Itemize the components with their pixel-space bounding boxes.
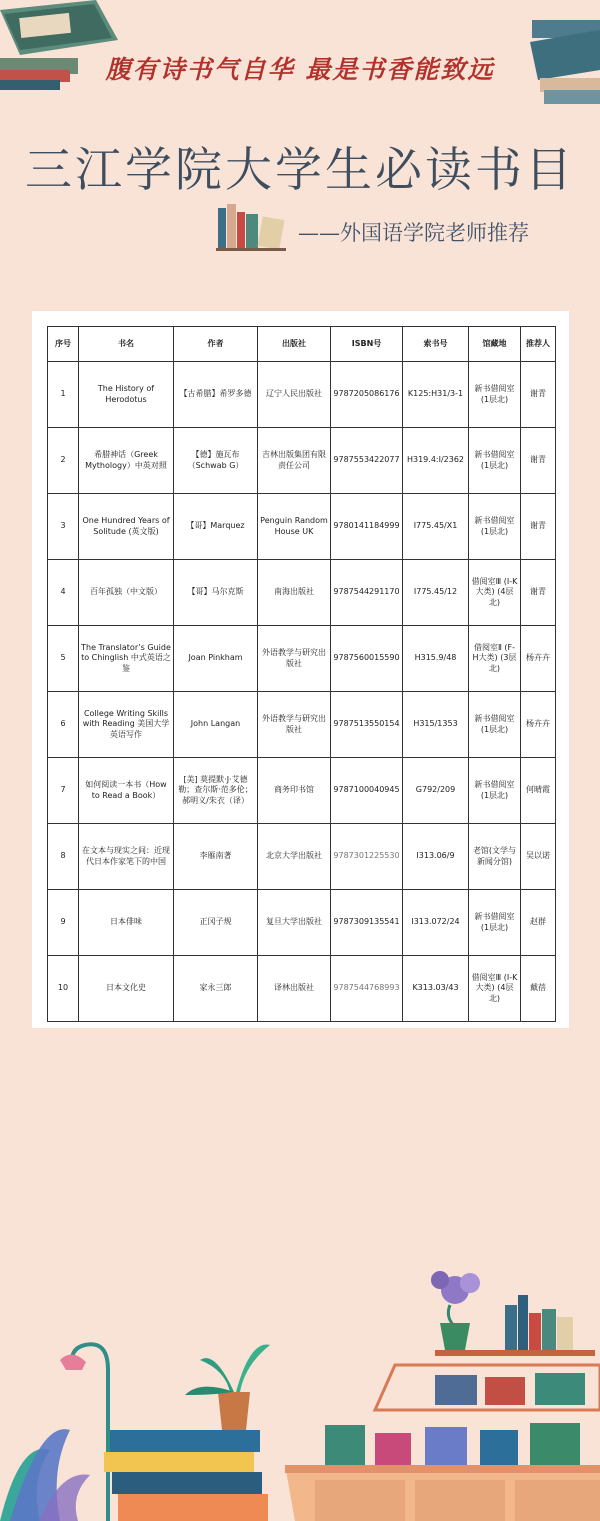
cell-publisher: 外语教学与研究出版社 [258,626,331,692]
cell-isbn: 9787553422077 [331,428,403,494]
cell-author: 【古希腊】希罗多德 [174,362,258,428]
cell-location: 新书借阅室 (1层北) [469,692,521,758]
book-list-card [32,311,569,1028]
table-row [48,494,556,560]
books-icon [216,200,286,252]
cell-isbn: 9787205086176 [331,362,403,428]
cell-publisher: 北京大学出版社 [258,824,331,890]
cell-isbn: 9787100040945 [331,758,403,824]
cell-title: The History of Herodotus [79,362,174,428]
cell-recommender: 戴蓓 [521,956,556,1022]
cell-no: 8 [48,824,79,890]
col-header-call-number: 索书号 [403,327,469,362]
cell-title: The Translator’s Guide to Chinglish 中式英语之鉴 [79,626,174,692]
table-row [48,956,556,1022]
table-row [48,626,556,692]
cell-call-number: G792/209 [403,758,469,824]
cell-call-number: K313.03/43 [403,956,469,1022]
cell-recommender: 谢青 [521,362,556,428]
cell-author: 【德】施瓦布（Schwab G） [174,428,258,494]
cell-no: 10 [48,956,79,1022]
cell-recommender: 赵群 [521,890,556,956]
cell-author: [美] 莫提默·J·艾德勒；查尔斯·范多伦；郝明义/朱衣（译） [174,758,258,824]
cell-call-number: H315.9/48 [403,626,469,692]
cell-author: John Langan [174,692,258,758]
cell-recommender: 杨卉卉 [521,626,556,692]
cell-location: 借阅室Ⅱ (F-H大类) (3层北) [469,626,521,692]
col-header-title: 书名 [79,327,174,362]
cell-no: 7 [48,758,79,824]
cell-title: 日本俳味 [79,890,174,956]
cell-author: 正冈子规 [174,890,258,956]
col-header-no: 序号 [48,327,79,362]
cell-location: 新书借阅室 (1层北) [469,758,521,824]
cell-isbn: 9787544768993 [331,956,403,1022]
slogan: 腹有诗书气自华 最是书香能致远 [105,55,495,84]
desk-lamp-and-books-illustration [0,1300,290,1521]
cell-recommender: 谢青 [521,428,556,494]
cell-location: 老馆(文学与新闻分馆) [469,824,521,890]
cell-publisher: 复旦大学出版社 [258,890,331,956]
cell-call-number: I313.072/24 [403,890,469,956]
cell-author: 【哥】马尔克斯 [174,560,258,626]
col-header-location: 馆藏地 [469,327,521,362]
cell-no: 6 [48,692,79,758]
bookshelf-illustration [285,1265,600,1521]
cell-isbn: 9780141184999 [331,494,403,560]
cell-recommender: 何晴霞 [521,758,556,824]
cell-location: 新书借阅室 (1层北) [469,494,521,560]
table-row [48,428,556,494]
cell-isbn: 9787544291170 [331,560,403,626]
cell-call-number: K125:H31/3-1 [403,362,469,428]
cell-isbn: 9787309135541 [331,890,403,956]
cell-author: 李雁南著 [174,824,258,890]
cell-recommender: 谢青 [521,494,556,560]
cell-title: College Writing Skills with Reading 美国大学英语写作 [79,692,174,758]
col-header-author: 作者 [174,327,258,362]
table-row [48,362,556,428]
cell-publisher: 辽宁人民出版社 [258,362,331,428]
table-header-row [48,327,556,362]
cell-location: 借阅室Ⅲ (I-K大类) (4层北) [469,956,521,1022]
book-list-table [47,326,556,1022]
cell-call-number: I313.06/9 [403,824,469,890]
table-row [48,758,556,824]
cell-no: 5 [48,626,79,692]
cell-recommender: 谢青 [521,560,556,626]
cell-publisher: 外语教学与研究出版社 [258,692,331,758]
cell-no: 2 [48,428,79,494]
table-row [48,824,556,890]
cell-recommender: 杨卉卉 [521,692,556,758]
col-header-isbn: ISBN号 [331,327,403,362]
cell-location: 借阅室Ⅲ (I-K大类) (4层北) [469,560,521,626]
cell-location: 新书借阅室 (1层北) [469,890,521,956]
cell-isbn: 9787301225530 [331,824,403,890]
cell-no: 1 [48,362,79,428]
cell-title: One Hundred Years of Solitude (英文版) [79,494,174,560]
cell-publisher: 译林出版社 [258,956,331,1022]
cell-publisher: 商务印书馆 [258,758,331,824]
cell-isbn: 9787513550154 [331,692,403,758]
cell-title: 在文本与现实之间：近现代日本作家笔下的中国 [79,824,174,890]
col-header-recommender: 推荐人 [521,327,556,362]
cell-no: 9 [48,890,79,956]
cell-isbn: 9787560015590 [331,626,403,692]
cell-call-number: I775.45/X1 [403,494,469,560]
cell-publisher: Penguin Random House UK [258,494,331,560]
cell-call-number: H315/1353 [403,692,469,758]
table-row [48,560,556,626]
cell-location: 新书借阅室 (1层北) [469,428,521,494]
cell-location: 新书借阅室 (1层北) [469,362,521,428]
cell-title: 如何阅读一本书（How to Read a Book） [79,758,174,824]
cell-call-number: I775.45/12 [403,560,469,626]
cell-no: 4 [48,560,79,626]
cell-publisher: 南海出版社 [258,560,331,626]
cell-author: 家永三郎 [174,956,258,1022]
col-header-publisher: 出版社 [258,327,331,362]
subtitle: ——外国语学院老师推荐 [298,221,529,245]
cell-recommender: 吴以诺 [521,824,556,890]
cell-title: 日本文化史 [79,956,174,1022]
cell-call-number: H319.4:I/2362 [403,428,469,494]
cell-title: 希腊神话（Greek Mythology）中英对照 [79,428,174,494]
cell-author: Joan Pinkham [174,626,258,692]
page-title: 三江学院大学生必读书目 [25,143,575,198]
table-row [48,692,556,758]
cell-publisher: 吉林出版集团有限责任公司 [258,428,331,494]
cell-title: 百年孤独（中文版） [79,560,174,626]
cell-author: 【哥】Marquez [174,494,258,560]
cell-no: 3 [48,494,79,560]
table-row [48,890,556,956]
